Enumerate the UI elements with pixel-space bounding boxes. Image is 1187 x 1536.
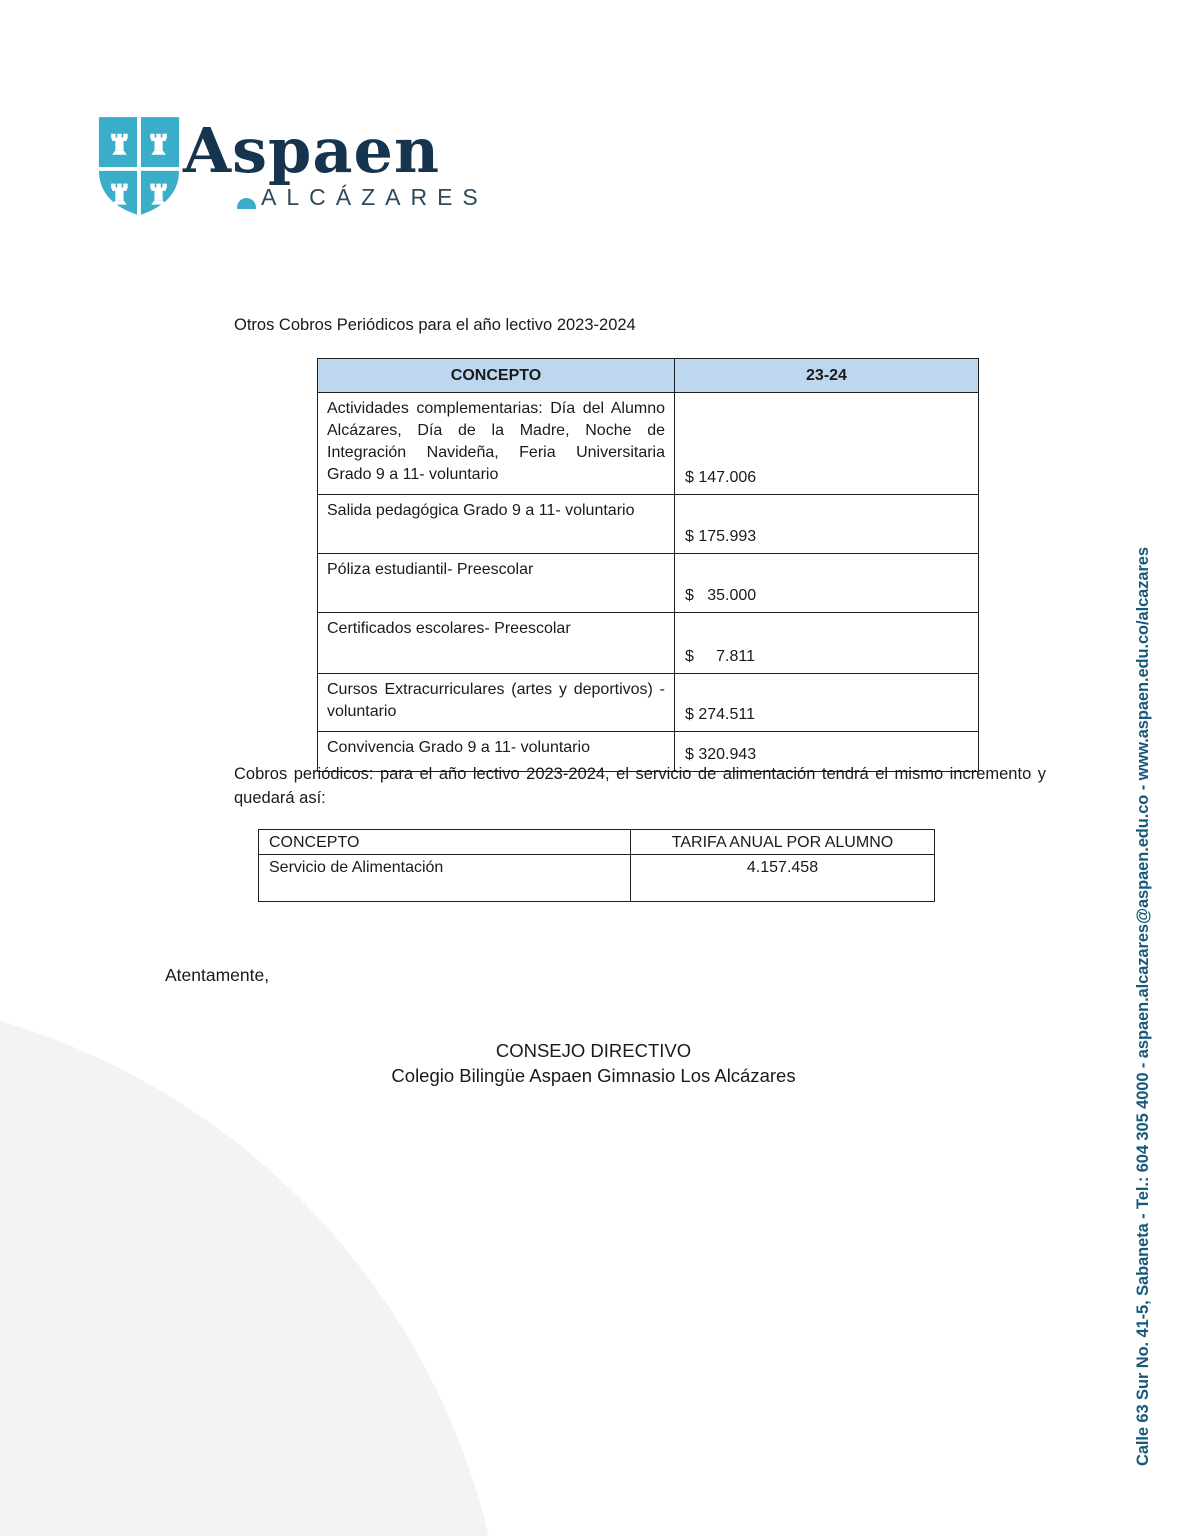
food-header-concepto: CONCEPTO	[259, 830, 631, 855]
food-table-header-row	[259, 830, 935, 855]
fees-concept: Certificados escolares- Preescolar	[318, 613, 675, 674]
fees-value: $ 35.000	[675, 554, 979, 613]
fees-row	[318, 554, 979, 613]
fees-concept: Póliza estudiantil- Preescolar	[318, 554, 675, 613]
aspaen-logo	[95, 112, 515, 222]
food-value: 4.157.458	[631, 855, 935, 902]
signature-line1: CONSEJO DIRECTIVO	[495, 1040, 692, 1061]
intro-line: Otros Cobros Periódicos para el año lectivo 2023-2024	[234, 316, 636, 334]
food-service-table	[258, 829, 935, 902]
fees-concept: Actividades complementarias: Día del Alumno Alcázares, Día de la Madre, Noche de Integración Navideña, Feria Universitaria Grado 9 a 11- voluntario	[318, 393, 675, 495]
fees-row	[318, 495, 979, 554]
brand-subtitle: ALCÁZARES	[261, 184, 488, 210]
food-concept: Servicio de Alimentación	[259, 855, 631, 902]
brand-dot-icon	[237, 198, 256, 209]
fees-value: $ 147.006	[675, 393, 979, 495]
signature-line2: Colegio Bilingüe Aspaen Gimnasio Los Alcázares	[391, 1065, 796, 1086]
fees-concept: Salida pedagógica Grado 9 a 11- voluntario	[318, 495, 675, 554]
fees-header-2324: 23-24	[675, 359, 979, 393]
fees-value: $ 320.943	[675, 732, 979, 772]
shield-logo-icon	[95, 114, 183, 218]
contact-info-vertical: Calle 63 Sur No. 41-5, Sabaneta - Tel.: 604 305 4000 - aspaen.alcazares@aspaen.edu.co - www.aspaen.edu.co/alcazares	[1134, 547, 1152, 1466]
fees-value: $ 7.811	[675, 613, 979, 674]
food-table-row	[259, 855, 935, 902]
fees-header-concepto: CONCEPTO	[318, 359, 675, 393]
fees-concept: Convivencia Grado 9 a 11- voluntario	[318, 732, 675, 772]
fees-value: $ 175.993	[675, 495, 979, 554]
fees-concept: Cursos Extracurriculares (artes y deportivos) - voluntario	[318, 674, 675, 732]
fees-table-header-row	[318, 359, 979, 393]
brand-name: Aspaen	[183, 114, 441, 187]
fees-table	[317, 358, 979, 772]
closing-salutation: Atentamente,	[165, 965, 270, 985]
periodic-charges-paragraph: Cobros periódicos: para el año lectivo 2023-2024, el servicio de alimentación tendrá el mismo incremento y quedará así:	[234, 765, 1046, 807]
fees-row	[318, 613, 979, 674]
food-header-tarifa: TARIFA ANUAL POR ALUMNO	[631, 830, 935, 855]
fees-row	[318, 393, 979, 495]
fees-value: $ 274.511	[675, 674, 979, 732]
signature-block	[0, 1038, 1187, 1088]
fees-row	[318, 674, 979, 732]
